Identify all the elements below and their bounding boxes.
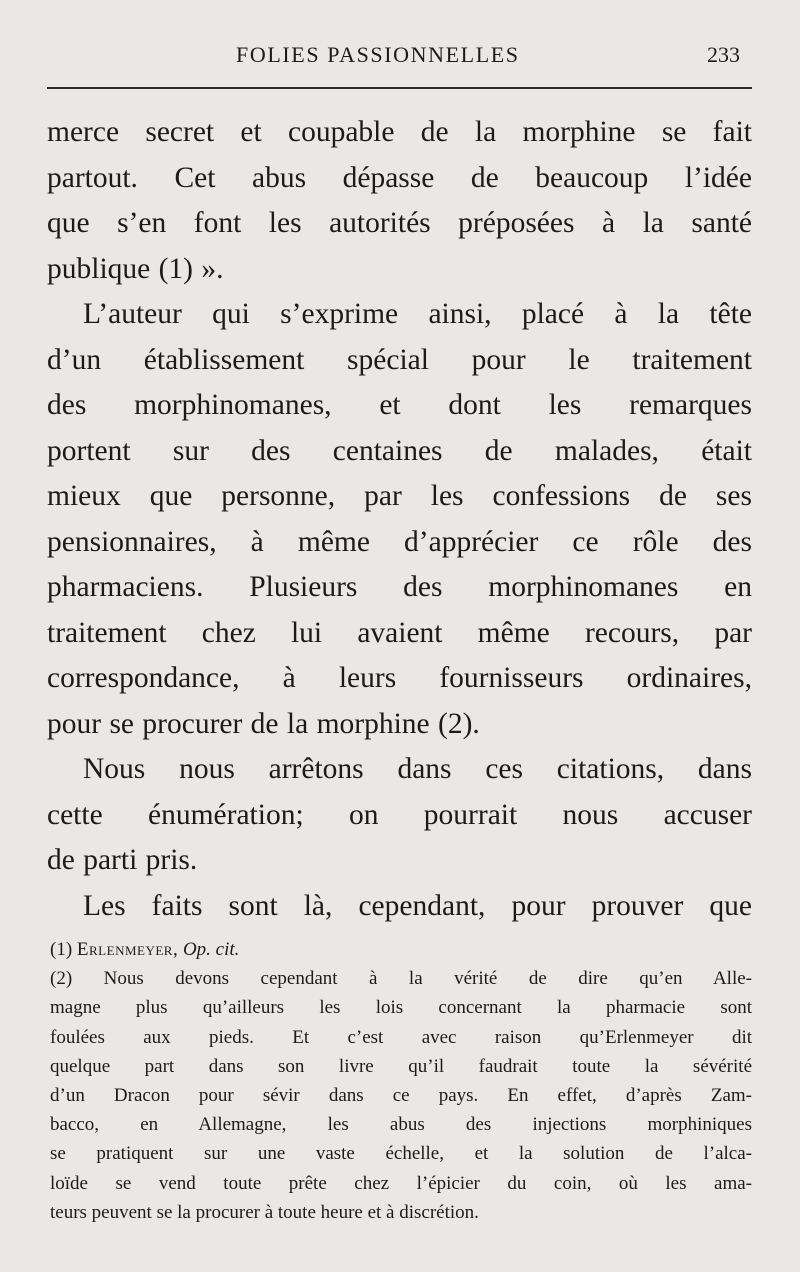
text-line: de parti pris. [47,844,198,876]
text-line: pour se procurer de la morphine (2). [47,707,480,740]
footnote-reference: Op. cit. [182,939,240,960]
paragraph-start-line: Nous nous arrêtons dans ces citations, dans [83,753,752,785]
text-line: d’un établissement spécial pour le traitement [47,343,752,376]
page-number: 233 [707,42,740,67]
running-head [0,38,800,74]
text-line: cette énumération; on pourrait nous accuser [47,798,752,831]
body-text [47,110,752,929]
text-line: pharmaciens. Plusieurs des morphinomanes en [47,571,752,603]
text-line: correspondance, à leurs fournisseurs ordinaires, [47,662,752,694]
footnote-2-line: magne plus qu’ailleurs les lois concernant la pharmacie sont [50,997,752,1019]
text-line: des morphinomanes, et dont les remarques [47,389,752,421]
text-line: portent sur des centaines de malades, était [47,434,752,467]
footnote-2-line: bacco, en Allemagne, les abus des injections morphiniques [50,1114,752,1136]
header-rule [47,87,752,89]
running-title: FOLIES PASSIONNELLES [236,42,520,67]
footnote-1 [50,935,752,964]
footnote-2-line: (2) Nous devons cependant à la vérité de dire qu’en Alle- [50,968,752,990]
footnote-marker: (1) [50,939,73,960]
text-line: traitement chez lui avaient même recours, par [47,616,752,649]
text-line: que s’en font les autorités préposées à la santé [47,207,752,239]
paragraph-start-line: Les faits sont là, cependant, pour prouver que [83,889,752,922]
paragraph-start-line: L’auteur qui s’exprime ainsi, placé à la tête [83,298,752,330]
footnote-2-line: d’un Dracon pour sévir dans ce pays. En effet, d’après Zam- [50,1084,752,1106]
footnote-2-line: quelque part dans son livre qu’il faudrait toute la sévérité [50,1055,752,1077]
footnote-2-line: teurs peuvent se la procurer à toute heure et à discrétion. [50,1201,479,1223]
text-line: partout. Cet abus dépasse de beaucoup l’idée [47,161,752,194]
text-line: pensionnaires, à même d’apprécier ce rôle des [47,525,752,558]
footnotes [50,935,752,1227]
footnote-2-line: foulées aux pieds. Et c’est avec raison qu’Erlenmeyer dit [50,1026,752,1048]
text-line: mieux que personne, par les confessions de ses [47,480,752,512]
text-line: publique (1) ». [47,252,224,285]
text-line: merce secret et coupable de la morphine se fait [47,116,752,148]
footnote-2-line: se pratiquent sur une vaste échelle, et la solution de l’alca- [50,1143,752,1165]
footnote-2-line: loïde se vend toute prête chez l’épicier du coin, où les ama- [50,1172,752,1194]
footnote-author: Erlenmeyer, [76,939,179,960]
